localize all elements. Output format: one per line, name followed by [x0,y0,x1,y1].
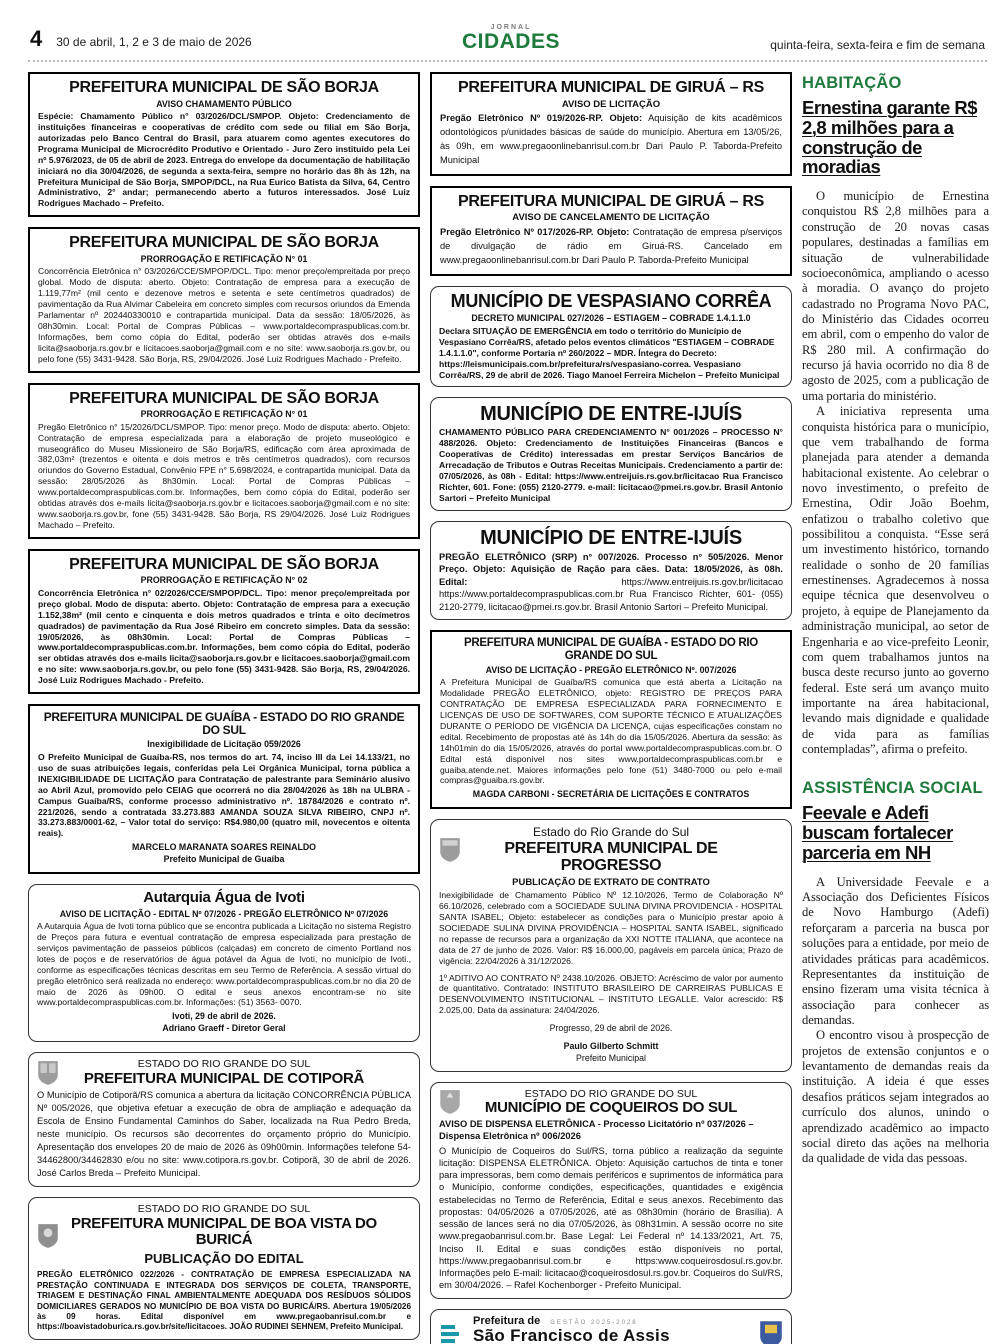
left-column [28,72,420,1344]
notice-girua-aviso [430,72,792,176]
sfa-logo-prefix: Prefeitura de [473,1314,541,1327]
notice-title: MUNICÍPIO DE VESPASIANO CORRÊA [450,290,772,311]
notice-body: A Autarquia Água de Ivoti torna público que se encontra publicada a Licitação no sistema Registro de Preços para futura e eventual contratação de empresa especializada para prestação de serviços pavimentação de passeios públicos (calçadas) em concreto de cimento Portland nos lotes de poços e de reservatórios de água potável da Água de Ivoti, no município de Ivoti., conforme as especificações técnicas descritas em seu Termo de Referência. A sessão virtual do pregão eletrônico será realizada no endereço: www.portaldecompraspublicas.com.br no dia 20 de maio de 2026 às 09h00. O edital e seus anexos encontram-se no site www.portaldecompraspublicas.com.br. Informações: (51) 3563- 0070. [37,921,411,1008]
notice-title: PREFEITURA MUNICIPAL DE SÃO BORJA [69,234,379,252]
notice-title: PREFEITURA MUNICIPAL DE SÃO BORJA [69,79,379,96]
notice-body: Concorrência Eletrônica n° 03/2026/CCE/SMPOP/DCL. Tipo: menor preço/empreitada por preço global. Modo de disputa: aberto. Objeto: Contratação de empresa para a execução de 1.119,77m² (mil cento e dezenove metros e setenta e sete centímetros quadrados) de pavimentação da Rua Alvimar Cabeleira em concreto simples com recursos oriundos da Emenda Parlamentar nº 202440330010 e contrapartida municipal. Data da sessão: 18/05/2026, às 08h30min. Local: Portal de Compras Públicas – www.portaldecompraspublicas.com.br. Informações, bem como cópia do Edital, poderão ser obtidas através dos e-mails licita@saoborja.rs.gov.br e licitacoes.saoborja@gmail.com e no site: www.saoborja.rs.gov.br, ou pelo fone (55) 3431-9428. São Borja, RS, 29/04/2026. José Luiz Rodrigues Machado - Prefeito. [38,266,410,364]
notice-subtitle: AVISO DE LICITAÇÃO - PREGÃO ELETRÔNICO Nº. 007/2026 [485,664,737,675]
notice-subtitle: DECRETO MUNICIPAL 027/2026 – ESTIAGEM – COBRADE 1.4.1.1.0 [471,313,751,324]
notice-cotipora [28,1052,420,1187]
notice-boa-vista-do-burica [28,1197,420,1340]
notice-sao-borja-chamamento [28,72,420,217]
municipal-crest-icon [439,837,461,863]
notice-guaiba-pregao [430,630,792,809]
sfa-logo-gestao: GESTÃO 2025-2028 [550,1319,638,1326]
notice-state-line: ESTADO DO RIO GRANDE DO SUL [524,1087,698,1100]
article-headline: Ernestina garante R$ 2,8 milhões para a construção de moradias [802,97,978,178]
notice-body: Pregão Eletrônico Nº 019/2026-RP. Objeto: Aquisição de kits acadêmicos odontológicos p/unidades básicas de saúde do município. Abertura em 13/05/26, às 09h, em www.pregaoonlinebanrisul.com.br Dari Paulo P. Taborda-Prefeito Municipal [440,112,782,165]
notice-body: PREGÃO ELETRÔNICO 022/2026 - CONTRATAÇÃO DE EMPRESA ESPECIALIZADA NA PRESTAÇÃO CONTINUADA E INTEGRADA DOS SERVIÇOS DE COLETA, TRANSPORTE, TRIAGEM E DESTINAÇÃO FINAL AMBIENTALMENTE ADEQUADA DOS RESÍDUOS SÓLIDOS DOMICILIARES GERADOS NO MUNICÍPIO DE BOA VISTA DO BURICÁ/RS. Abertura 19/05/2026 às 09 horas. Edital disponível em www.pregaobanrisul.com.br e https://boavistadoburica.rs.gov.br/site/licitacoes. JOÃO RUDINEI SEHNEM, Prefeito Municipal. [37,1270,411,1332]
masthead [462,24,560,52]
municipal-crest-icon [439,1089,461,1115]
notice-date-line: Progresso, 29 de abril de 2026. [549,1023,673,1034]
notice-body: O Prefeito Municipal de Guaíba-RS, nos termos do art. 74, inciso III da Lei 14.133/21, no uso de suas atribuições legais, conferidas pela Lei Orgânica Municipal, torna pública a INEXIGIBILIDADE DE LICITAÇÃO para Contratação de palestrante para Seminário alusivo ao Abril Azul, promovido pelo CEIAG que ocorrerá no dia 28/04/2026 às 18h na ULBRA - Campus Guaíba/RS, conforme processo administrativo nº. 18784/2026 e contrato nº. 221/2026, sendo a contratada 33.273.883 AMANDA SOUZA SILVA RIBEIRO, CNPJ nº. 33.273.883/0001-62, – Valor total do serviço: R$4.980,00 (quatro mil, novecentos e oitenta reais). [38,752,410,839]
municipal-crest-icon [37,1060,59,1086]
notice-subtitle: PRORROGAÇÃO E RETIFICAÇÃO N° 01 [140,253,308,264]
notice-body: Declara SITUAÇÃO DE EMERGÊNCIA em todo o território do Município de Vespasiano Corrêa/RS, afetado pelos eventos climáticos "ESTIAGEM – COBRADE 1.4.1.1.0", conforme Portaria nº 260/2022 – MDR. Íntegra do Decreto: https://leismunicipais.com.br/prefeitura/rs/vespasiano-correa. Vespasiano Corrêa/RS, 29 de abril de 2026. Tiago Manoel Ferreira Michelon – Prefeito Municipal [439,325,780,380]
notice-title: PREFEITURA MUNICIPAL DE SÃO BORJA [69,389,379,407]
article-body [802,189,989,757]
notice-body-contract: Inexigibilidade de Chamamento Público Nº 12.10/2026, Termo de Colaboração Nº 66.10/2026, celebrado com a SOCIEDADE SULINA DIVINA PROVIDENCIA - HOSPITAL SANTA ISABEL; Objeto: estabelecer as condições para o Município prestar apoio à SOCIEDADE SULINA DIVINA PROVIDÊNCIA – HOSPITAL SANTA ISABEL, significado no repasse de recursos para a organização da XXI NOTTE ITALIANA, que acontece na data de 27 de junho de 2026. Valor: R$ 16.000,00, pagáveis em parcela única; Prazo de vigência: 22/04/2026 à 31/12/2026. [439,890,783,966]
notice-title: MUNICÍPIO DE ENTRE-IJUÍS [480,526,742,549]
notice-title: MUNICÍPIO DE ENTRE-IJUÍS [480,403,742,426]
notice-entre-ijuis-pregao [430,521,792,621]
notice-coqueiros-do-sul [430,1082,792,1299]
notice-title: PREFEITURA MUNICIPAL DE COTIPORÃ [83,1069,365,1087]
page-header [28,24,987,62]
notice-subtitle: AVISO DE CANCELAMENTO DE LICITAÇÃO [512,212,710,224]
notice-body-aditivo: 1º ADITIVO AO CONTRATO Nº 2438.10/2026. OBJETO: Acréscimo de valor por aumento de quantitativo. Contratado: INSTITUTO BRASILEIRO DE CARREIRAS PUBLICAS E DESENVOLVIMENTO INSTITUCIONAL – INSTITUTO LEGALLE. Valor acrescido: R$ 2.025,00. Data da assinatura: 24/04/2026. [439,972,783,1016]
municipal-crest-icon [37,1223,59,1249]
article-habitacao [802,74,989,757]
article-paragraph: A Universidade Feevale e a Associação dos Deficientes Físicos de Novo Hamburgo (Adefi) reforçaram a parceria na busca por soluções para a entidade, por meio de atividades práticas para acadêmicos. Representantes da instituição de ensino fizeram uma visita técnica à associação para conhecer as demandas. [802,874,989,1027]
middle-column [430,72,792,1344]
notice-signature: Ivoti, 29 de abril de 2026. Adriano Graeff - Diretor Geral [162,1011,286,1034]
notice-body: CHAMAMENTO PÚBLICO PARA CREDENCIAMENTO N° 001/2026 – PROCESSO N° 488/2026. Objeto: Credenciamento de Instituições Financeiras (Bancos e Cooperativas de Crédito) interessadas em prestar Serviços Bancários de Arrecadação de Tributos e Outras Receitas Municipais. Credenciamento a partir de: 07/05/2026, às 08h - Edital: https://www.entreijuis.rs.gov.br/licitacao Rua Francisco Richter, 601. Fone: (055) 2120-2779. e-mail: licitacao@pmei.rs.gov.br. Brasil Antonio Sartori – Prefeito Municipal [439,427,783,503]
notice-guaiba-inexigibilidade [28,704,420,874]
notice-title: PREFEITURA MUNICIPAL DE GUAÍBA - ESTADO DO RIO GRANDE DO SUL [43,710,405,738]
notice-entre-ijuis-chamamento [430,397,792,510]
notice-title: Autarquia Água de Ivoti [143,889,305,907]
notice-subtitle: PRORROGAÇÃO E RETIFICAÇÃO N° 02 [140,575,308,586]
sfa-logo-name: São Francisco de Assis [473,1325,670,1344]
article-assistencia-social [802,779,989,1166]
notice-progresso [430,819,792,1072]
right-column [802,72,989,1344]
notice-sao-borja-prorrogacao-01b [28,383,420,539]
notice-subtitle: AVISO DE DISPENSA ELETRÔNICA - Processo Licitatório nº 037/2026 – Dispensa Eletrônica nº 006/2026 [439,1118,754,1141]
notice-subtitle: PUBLICAÇÃO DE EXTRATO DE CONTRATO [512,876,710,888]
notice-body: Espécie: Chamamento Público n° 03/2026/DCL/SMPOP. Objeto: Credenciamento de instituições financeiras e cooperativas de crédito com sede ou filial em São Borja, autorizadas pelo Banco Central do Brasil, para atuarem como agentes executores do Programa Municipal de Microcrédito Produtivo e Orientado - Juro Zero instituído pela Lei nº 5.976/2023, de 05 de abril de 2023. Entrega do envelope da documentação de habilitação iniciará no dia 30/04/2026, de segunda a sexta-feira, sempre no horário das 8h às 12h, na Prefeitura Municipal de São Borja, SMPOP/DCL, na Rua Eurico Batista da Silva, 64, Centro Administrativo, 2° andar; permanecendo aberto a futuros interessados. José Luiz Rodrigues Machado – Prefeito. [38,111,410,209]
notice-subtitle: PUBLICAÇÃO DO EDITAL [144,1250,304,1266]
notice-girua-cancelamento [430,186,792,276]
notice-signature: MAGDA CARBONI - SECRETÁRIA DE LICITAÇÕES E CONTRATOS [472,789,750,800]
notice-title: MUNICÍPIO DE COQUEIROS DO SUL [484,1099,738,1117]
notice-body: PREGÃO ELETRÔNICO (SRP) n° 007/2026. Processo n° 505/2026. Menor Preço. Objeto: Aquisição de Ração para cães. Data: 18/05/2026, às 08h. Edital: https://www.entreijuis.rs.gov.br/licitacao https://www.portaldecompraspublicas.com.br Rua Francisco Richter, 601- (055) 2120-2779, licitacao@pmei.rs.gov.br. Brasil Antonio Sartori – Prefeito Municipal. [439,551,783,612]
notice-title: PREFEITURA MUNICIPAL DE GUAÍBA - ESTADO DO RIO GRANDE DO SUL [464,637,758,663]
notice-subtitle: AVISO DE LICITAÇÃO [561,98,661,110]
notice-title: PREFEITURA MUNICIPAL DE PROGRESSO [504,839,718,875]
notice-subtitle: AVISO DE LICITAÇÃO - EDITAL Nº 07/2026 - PREGÃO ELETRÔNICO Nº 07/2026 [59,908,389,919]
notice-body: Pregão Eletrônico n° 15/2026/DCL/SMPOP. Tipo: menor preço. Modo de disputa: aberto. Objeto: Contratação de empresa especializada para a elaboração de projeto museológico e museográfico do Museu Missioneiro de São Borja/RS, edificação com área aproximada de 382,03m² (trezentos e oitenta e dois metros e três centímetros quadrados), com recursos oriundos do Governo Estadual, Convênio FPE n° 5.698/2024, e contrapartida municipal. Data da sessão: 28/05/2026 às 8h30min. Local: Portal de Compras Públicas – www.portaldecompraspublicas.com.br. Informações, bem como cópia do Edital, poderão ser obtidas através dos e-mails licita@saoborja.rs.gov.br e licitacoes.saoborja@gmail.com e no site: www.saoborja.rs.gov.br, fone (55) 3431-9428. São Borja, RS 29/04/2026. José Luiz Rodrigues Machado – Prefeito. [38,421,410,530]
notice-body: Concorrência Eletrônica n° 02/2026/CCE/SMPOP/DCL. Tipo: menor preço/empreitada por preço global. Modo de disputa: aberto. Objeto: Contratação de empresa para a execução 1.152,38m² (mil cento e cinquenta e dois metros quadrados e trinta e oito decímetros quadrados) de pavimentação da Rua José Ribeiro em concreto simples. Data da sessão: 19/05/2026, às 08h30min. Local: Portal de Compras Públicas – www.portaldecompraspublicas.com.br. Informações, bem como cópia do Edital, poderão ser obtidas através dos e-mails licita@saoborja.rs.gov.br e licitacoes.saoborja@gmail.com e no site: www.saoborja.rs.gov.br, ou pelo fone (55) 3431-9428. São Borja, RS, 29/04/2026. José Luiz Rodrigues Machado - Prefeito. [38,587,410,686]
notice-body: Pregão Eletrônico Nº 017/2026-RP. Objeto: Contratação de empresa p/serviços de divulgação de rádio em Giruá-RS. Cancelado em www.pregaoonlinebanrisul.com.br Dari Paulo P. Taborda-Prefeito Municipal [440,226,782,265]
notice-subtitle: Inexigibilidade de Licitação 059/2026 [147,739,301,750]
notice-sao-borja-prorrogacao-02 [28,549,420,694]
notice-signature: MARCELO MARANATA SOARES REINALDO Prefeito Municipal de Guaíba [131,842,317,865]
notice-title: PREFEITURA MUNICIPAL DE BOA VISTA DO BURICÁ [71,1214,377,1249]
notice-sao-francisco-de-assis [430,1309,792,1344]
article-body [802,875,989,1167]
notice-subtitle: AVISO CHAMAMENTO PÚBLICO [156,98,292,109]
masthead-kicker: JORNAL [490,24,532,31]
page-number: 4 [30,26,43,51]
notice-title: PREFEITURA MUNICIPAL DE SÃO BORJA [69,555,379,573]
notice-state-line: Estado do Rio Grande do Sul [532,825,690,840]
article-paragraph: O município de Ernestina conquistou R$ 2,8 milhões para a construção de 20 novas casas populares, destinadas a famílias em situação de vulnerabilidade socioeconômica, ampliando o acesso à moradia. O avanço do projeto cadastrado no Programa Novo PAC, do Ministério das Cidades ocorreu em abril, com o empenho do valor de R$ 280 mil. A confirmação do recurso já havia ocorrido no dia 8 de agosto de 2025, com a publicação de uma portaria do ministério. [802,189,989,403]
section-label: ASSISTÊNCIA SOCIAL [802,779,983,798]
article-paragraph: A iniciativa representa uma conquista histórica para o município, que vem trabalhando de forma planejada para atender a demanda habitacional existente. Ao celebrar o novo investimento, o prefeito de Ernestina, Odir João Boehm, enfatizou o trabalho coletivo que possibilitou a conquista. “Esse será um investimento histórico, tornando realidade o sonho de 20 famílias ernestinenses. Agradecemos à nossa equipe técnica que desenvolveu o projeto, à equipe de Planejamento da administração municipal, ao setor de Engenharia e ao vice-prefeito Leonir, com quem trabalhamos juntos na busca deste recurso junto ao governo federal. Este será um avanço muito importante na área habitacional, levando mais dignidade e qualidade de vida para as famílias contempladas”, afirma o prefeito. [802,404,989,757]
edition-date: 30 de abril, 1, 2 e 3 de maio de 2026 [56,35,252,49]
section-label: HABITAÇÃO [802,74,902,92]
notice-agua-de-ivoti [28,884,420,1042]
notice-title: PREFEITURA MUNICIPAL DE GIRUÁ – RS [458,79,764,96]
sfa-logo [439,1315,783,1344]
notice-subtitle: PRORROGAÇÃO E RETIFICAÇÃO N° 01 [140,409,308,420]
weekday-label: quinta-feira, sexta-feira e fim de semana [770,38,985,52]
notice-body: O Município de Cotiporã/RS comunica a abertura da licitação CONCORRÊNCIA PÚBLICA Nº 005/2026, que objetiva efetuar a execução de obra de ampliação e adequação da Escola de Ensino Fundamental Caminhos do Saber, localizada na Rua Pedro Breda, neste município. Os recursos são decorrentes do orçamento próprio do Município. Apresentação dos envelopes 20 de maio de 2026 às 09h00min. Informações telefone 54-34462800/34462830 e/ou no site: www.cotipora.rs.gov.br. Cotiporã, 30 de abril de 2026. José Carlos Breda – Prefeito Municipal. [37,1090,411,1179]
notice-body: A Prefeitura Municipal de Guaíba/RS comunica que está aberta a Licitação na Modalidade PREGÃO ELETRÔNICO, objeto: REGISTRO DE PREÇOS PARA CONTRATAÇÃO DE EMPRESA ESPECIALIZADA PARA FORNECIMENTO E LICENÇAS DE USO DE SOFTWARES, COM SUPORTE TÉCNICO E ATUALIZAÇÕES DURANTE O PERÍODO DE VIGÊNCIA DA LICENÇA, cujas especificações constam no edital. Recebimento de propostas até às 14h do dia 15/05/2026. Abertura da sessão: às 14h01min do dia 15/05/2026, através do portal www.portaldecompraspublicas.com.br. O Edital está disponível nos sites www.portaldecompraspublicas.com.br e guaiba.atende.net. Maiores informações pelo fone (51) 3480-7000 ou pelo e-mail compras@guaiba.rs.gov.br. [440,677,782,786]
notice-sao-borja-prorrogacao-01a [28,227,420,372]
notice-body: O Município de Coqueiros do Sul/RS, torna público a realização da seguinte licitação: DISPENSA ELETRÔNICA. Objeto: Aquisição cartuchos de tinta e toner para impressoras, bem como demais periféricos e suprimentos de informática para o Município, conforme condições, especificações, quantidades e exigência estabelecidas no Termo de Referência, Edital e seus anexos. Recebimento das propostas: 04/05/2026 a 07/05/2026, até as 08h30min (horário de Brasília). A sessão de lances será no dia 07/05/2026, às 08h31min. A sessão ocorre no site www.pregaobanrisul.com.br. Base Legal: Lei Federal nº 14.133/2021, Art. 75, Inciso II. Edital e suas condições estão disponíveis no portal, https://www.pregaobanrisul.com.br e https:www.coqueirosdosul.rs.gov.br. Informações pelo E-mail: licitacao@coqueirosdosul.rs.gov.br. Coqueiros do Sul/RS, em 30/04/2026. – Rafel Kochenborger - Prefeito Municipal. [439,1145,783,1291]
notice-state-line: ESTADO DO RIO GRANDE DO SUL [137,1058,311,1071]
sfa-logo-icon [439,1321,465,1344]
masthead-title: CIDADES [461,30,560,53]
notice-title: PREFEITURA MUNICIPAL DE GIRUÁ – RS [458,192,764,210]
notice-state-line: ESTADO DO RIO GRANDE DO SUL [137,1203,311,1216]
article-headline: Feevale e Adefi buscam fortalecer parceria em NH [802,802,953,863]
notice-vespasiano-correa [430,286,792,388]
article-paragraph: O encontro visou à prospecção de projetos de extensão conjuntos e o levantamento de demandas reais da instituição. A ideia é que esses desafios práticos sejam integrados ao currículo dos alunos, unindo o aprendizado acadêmico ao impacto social direto das ações na melhoria da qualidade de vida das pessoas. [802,1028,989,1166]
notice-signature: Paulo Gilberto Schmitt Prefeito Municipal [563,1041,659,1063]
sfa-crest-icon [759,1320,783,1344]
